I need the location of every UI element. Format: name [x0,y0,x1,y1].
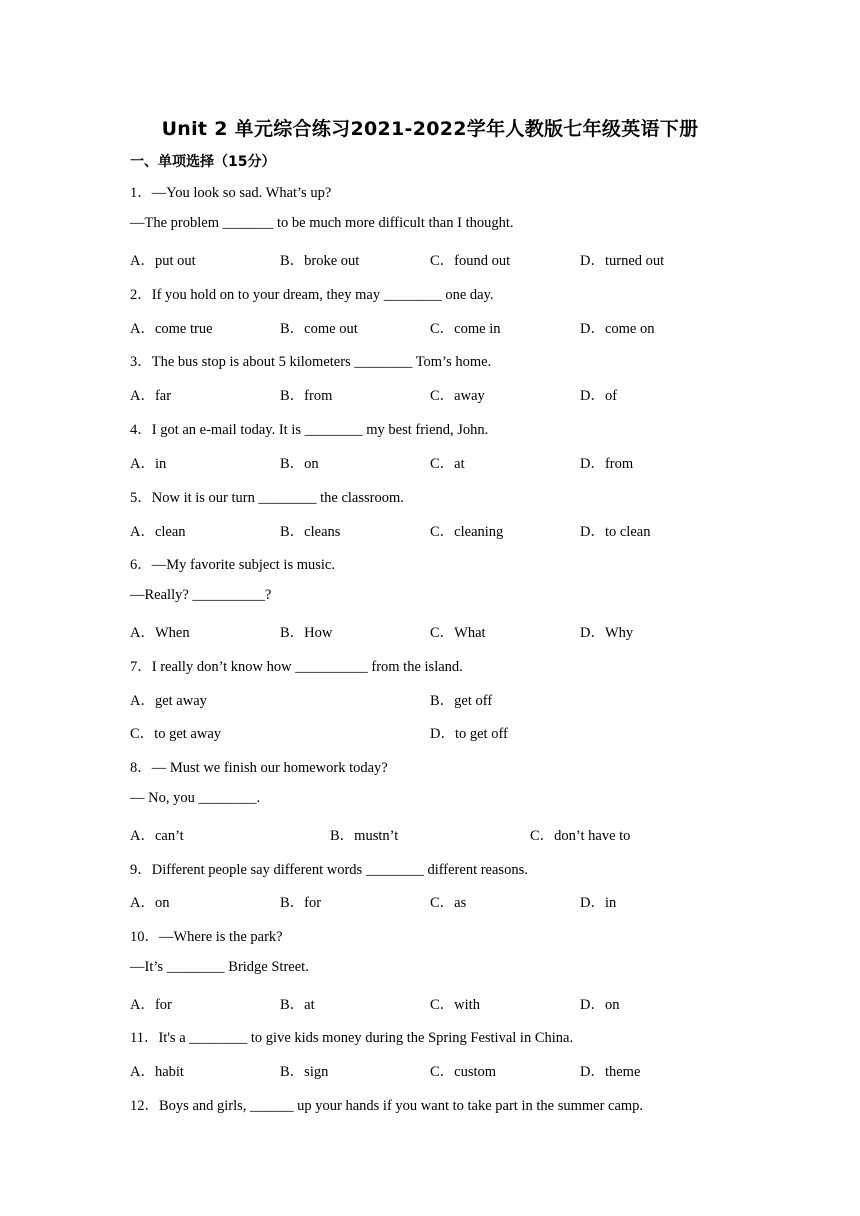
question-11-option-a: A．habit [130,1064,184,1080]
question-8-option-b: B．mustn’t [330,828,399,844]
question-1-option-d: D．turned out [580,253,665,269]
question-12-stem: 12．Boys and girls, ______ up your hands if you want to take part in the summer camp. [130,1098,644,1114]
question-2-option-a: A．come true [130,321,213,337]
question-9-option-c: C．as [430,895,467,911]
question-9-option-a: A．on [130,895,170,911]
question-3-option-c: C．away [430,388,485,404]
question-9-option-b: B．for [280,895,322,911]
question-9-stem: 9．Different people say different words ________ different reasons. [130,862,528,878]
question-4-option-d: D．from [580,456,634,472]
question-2-option-d: D．come on [580,321,655,337]
question-8-option-a: A．can’t [130,828,184,844]
document-title: Unit 2 单元综合练习2021-2022学年人教版七年级英语下册 [161,118,699,140]
question-7-stem: 7．I really don’t know how __________ from the island. [130,659,463,675]
question-6-option-d: D．Why [580,625,634,641]
question-8-option-c: C．don’t have to [530,828,631,844]
question-5-option-d: D．to clean [580,524,651,540]
question-3-option-d: D．of [580,388,618,404]
question-5-option-a: A．clean [130,524,186,540]
question-11-option-d: D．theme [580,1064,641,1080]
question-1-stem-line2: —The problem _______ to be much more difficult than I thought. [130,215,514,231]
question-7-option-b: B．get off [430,693,493,709]
question-2-option-b: B．come out [280,321,358,337]
question-3-stem: 3．The bus stop is about 5 kilometers ________ Tom’s home. [130,354,492,370]
question-1-option-a: A．put out [130,253,196,269]
question-11-stem: 11．It's a ________ to give kids money during the Spring Festival in China. [130,1030,574,1046]
question-10-option-c: C．with [430,997,480,1013]
question-7-option-a: A．get away [130,693,207,709]
question-1-option-c: C．found out [430,253,511,269]
question-6-option-b: B．How [280,625,333,641]
question-9-option-d: D．in [580,895,617,911]
question-1-stem: 1．—You look so sad. What’s up? [130,185,332,201]
question-5-option-b: B．cleans [280,524,341,540]
question-10-option-d: D．on [580,997,620,1013]
question-2-stem: 2．If you hold on to your dream, they may ________ one day. [130,287,494,303]
question-4-option-a: A．in [130,456,167,472]
question-4-option-c: C．at [430,456,465,472]
question-7-option-d: D．to get off [430,726,508,742]
question-5-option-c: C．cleaning [430,524,504,540]
question-6-option-a: A．When [130,625,190,641]
question-10-stem: 10．—Where is the park? [130,929,283,945]
question-2-option-c: C．come in [430,321,501,337]
question-5-stem: 5．Now it is our turn ________ the classroom. [130,490,404,506]
question-3-option-a: A．far [130,388,172,404]
question-1-option-b: B．broke out [280,253,360,269]
question-4-option-b: B．on [280,456,319,472]
question-11-option-c: C．custom [430,1064,497,1080]
question-7-option-c: C．to get away [130,726,222,742]
question-6-stem: 6．—My favorite subject is music. [130,557,335,573]
question-8-stem: 8．— Must we finish our homework today? [130,760,388,776]
question-10-option-b: B．at [280,997,315,1013]
question-8-stem-line2: — No, you ________. [130,790,261,806]
question-4-stem: 4．I got an e-mail today. It is ________ my best friend, John. [130,422,489,438]
question-6-stem-line2: —Really? __________? [130,587,272,603]
question-10-stem-line2: —It’s ________ Bridge Street. [130,959,309,975]
question-11-option-b: B．sign [280,1064,329,1080]
question-3-option-b: B．from [280,388,333,404]
question-6-option-c: C．What [430,625,486,641]
section-heading: 一、单项选择（15分） [130,154,276,170]
question-10-option-a: A．for [130,997,172,1013]
